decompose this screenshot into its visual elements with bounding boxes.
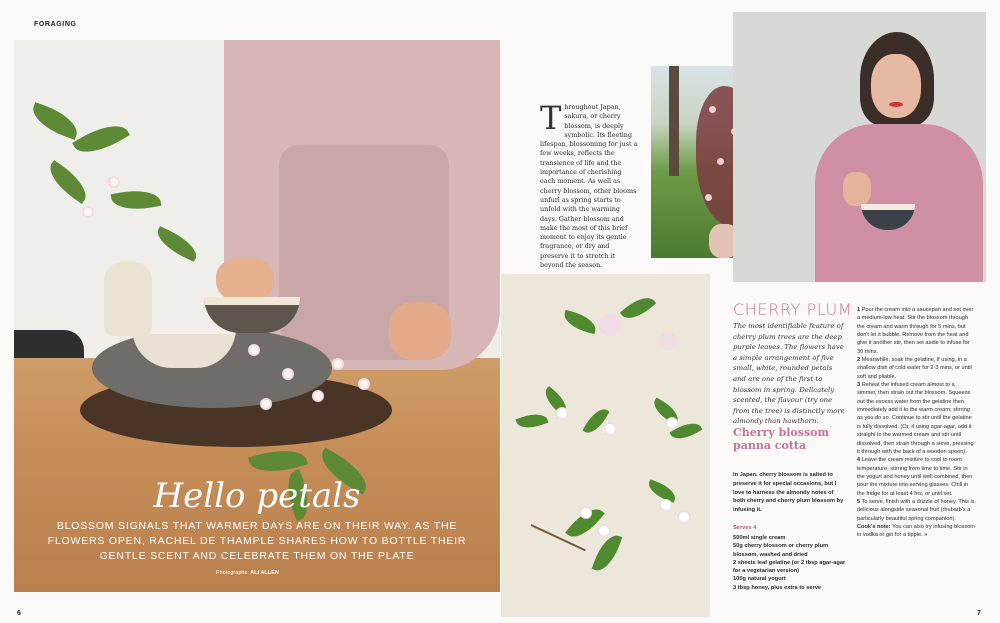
page-number-right: 7: [977, 610, 981, 617]
cherry-plum-description: The most identifiable feature of cherry plum trees are the deep purple leaves. The flowers have a simple arrangement of five small, white, rounded petals and are one of the first to blossom in spring. Delicately scented, the flavour (try one from the tree) is distinctly more almondy than hawthorn.: [733, 322, 845, 426]
flatlay-leaf: [516, 409, 549, 432]
headline: Hello petals: [153, 476, 361, 516]
flatlay-white-blossom: [581, 508, 591, 518]
method-step-number: 1: [857, 307, 861, 313]
drop-cap: T: [540, 99, 562, 137]
portrait-face: [871, 54, 921, 118]
blossom-flower: [705, 194, 712, 201]
cooks-note-label: Cook's note:: [857, 523, 891, 530]
flatlay-white-blossom: [557, 408, 567, 418]
ingredients-list: [733, 534, 851, 592]
hero-blossom: [250, 346, 258, 354]
photo-credit-name: ALI ALLEN: [250, 570, 279, 576]
recipe-intro: In Japan, cherry blossom is salted to preserve it for special occasions, but I love to harness the almondy notes of both cherry and cherry plum blossom by infusing it.: [733, 472, 844, 514]
intro-paragraph: [540, 99, 638, 270]
cooks-note: [857, 523, 975, 540]
flatlay-leaf: [562, 310, 599, 334]
method-step-text: Pour the cream into a saucepan and set over a medium-low heat. Stir the blossom through the cream and warm through for 5 mins, but don't let it bubble. Remove from the heat and give it another stir, then set aside to infuse for 30 mins.: [857, 307, 974, 355]
method-step: [857, 456, 975, 498]
ingredient-item: 2 sheets leaf gelatine (or 2 tbsp agar-agar for a vegetarian version): [733, 559, 846, 575]
method-step-text: Meanwhile, soak the gelatine, if using, in a shallow dish of cold water for 2-3 mins, or until soft and pliable.: [857, 357, 972, 380]
hero-blossom: [314, 392, 322, 400]
standfirst: BLOSSOM SIGNALS THAT WARMER DAYS ARE ON THEIR WAY. AS THE FLOWERS OPEN, RACHEL DE THAMPLE SHARES HOW TO BOTTLE THEIR GENTLE SCENT AND CELEBRATE THEM ON THE PLATE: [47, 520, 467, 562]
flatlay-leaf: [646, 479, 679, 502]
method-step: [857, 356, 975, 381]
flatlay-white-blossom: [661, 500, 671, 510]
blossom-flower: [717, 158, 724, 165]
hero-blossom: [262, 400, 270, 408]
ingredient-item: 50g cherry blossom or cherry plum blossom, washed and dried: [733, 543, 829, 558]
cherry-plum-title: CHERRY PLUM: [733, 300, 853, 319]
flatlay-pink-blossom: [599, 314, 621, 336]
photo-credit: [216, 570, 279, 576]
section-label: FORAGING: [34, 21, 77, 28]
recipe-serves: Serves 4: [733, 525, 757, 531]
hero-right-hand: [389, 302, 451, 360]
hero-blossom: [334, 360, 342, 368]
hero-vase: [104, 262, 152, 336]
cooks-note-text: You can also try infusing blossom in vodka or gin for a tipple.: [857, 523, 975, 539]
flatlay-leaf: [592, 531, 623, 575]
method-step: [857, 306, 975, 356]
blossom-flower: [709, 106, 716, 113]
ingredient-item: 500ml single cream: [733, 535, 786, 541]
hero-blossom: [284, 370, 292, 378]
flatlay-leaf: [650, 397, 683, 424]
method-step-number: 5: [857, 498, 861, 505]
portrait-photo: [733, 12, 986, 282]
method-step-text: Reheat the infused cream almost to a simmer, then strain out the blossom. Squeeze out the excess water from the gelatine then immediately add it to the warm cream, stirring as you do so. Continue to stir until the gelatine is fully dissolved. (Or, if using agar-agar, add it straight to the warmed cream and stir until dissolved, then strain through a sieve, pressing it through with the back of a wooden spoon).: [857, 382, 974, 455]
hero-blossom: [84, 208, 92, 216]
portrait-lips: [889, 102, 903, 107]
ingredient-item: 3 tbsp honey, plus extra to serve: [733, 584, 822, 591]
intro-body: hroughout Japan, sakura, or cherry blossom, is deeply symbolic. Its fleeting lifespan, blossoming for just a few weeks, reflects the transience of life and the importance of cherishing each moment. As well as cherry blossom, other blooms unfurl as spring starts to unfold with the warming days. Gather blossom and make the most of this brief moment to enjoy its gentle fragrance, or dry and preserve it to stretch it beyond the season.: [540, 103, 638, 270]
flatlay-leaf: [620, 291, 656, 325]
portrait-hand: [843, 172, 871, 206]
flatlay-white-blossom: [679, 512, 689, 522]
flatlay-pink-blossom: [659, 332, 677, 350]
flatlay-white-blossom: [667, 418, 677, 428]
method-step-text: To serve, finish with a drizzle of honey. This is delicious alongside seasonal fruit (rhubarb's a particularly beautiful spring companion).: [857, 498, 975, 522]
recipe-title: Cherry blossom panna cotta: [733, 426, 830, 452]
photo-credit-label: Photographs:: [216, 570, 249, 576]
hero-blossom: [110, 178, 118, 186]
blossom-flatlay-photo: [501, 274, 710, 617]
flatlay-white-blossom: [599, 526, 609, 536]
method-step-number: 3: [857, 382, 861, 389]
page-number-left: 6: [17, 610, 21, 617]
tree-trunk: [669, 66, 679, 176]
method-step-number: 4: [857, 457, 861, 464]
flatlay-leaf: [540, 386, 572, 416]
method-step: [857, 381, 975, 456]
method-step: [857, 498, 975, 523]
flatlay-white-blossom: [605, 424, 615, 434]
method-step-number: 2: [857, 357, 861, 364]
ingredient-item: 100g natural yogurt: [733, 576, 786, 583]
hero-blossom: [360, 380, 368, 388]
method-step-text: Leave the cream mixture to cool to room temperature, stirring from time to time. Stir in the yogurt and honey until well combined, then pour the mixture into serving glasses. Chill in the fridge for at least 4 hrs, or until set.: [857, 457, 973, 497]
portrait-shirt: [815, 124, 983, 282]
continue-mark: »: [924, 532, 928, 539]
method-list: [857, 306, 975, 540]
